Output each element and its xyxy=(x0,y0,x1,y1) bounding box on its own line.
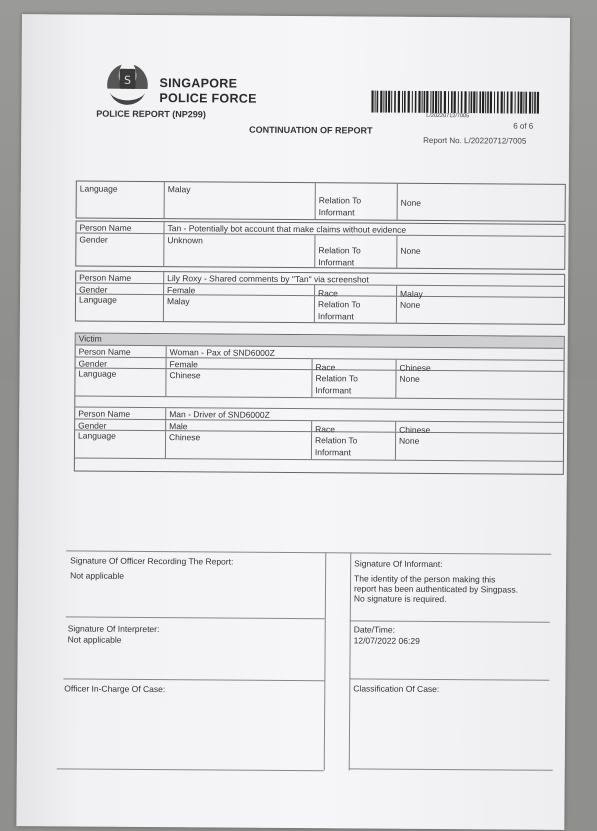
divider xyxy=(66,550,551,554)
person-name-value: Woman - Pax of SND6000Z xyxy=(169,347,275,358)
divider xyxy=(66,616,325,619)
language-label: Language xyxy=(78,430,116,441)
language-value: Chinese xyxy=(169,432,201,443)
victim-header: Victim xyxy=(76,333,564,348)
table-row xyxy=(76,233,564,268)
victim-table xyxy=(74,332,565,474)
gender-label: Gender xyxy=(78,358,107,369)
divider xyxy=(349,678,549,680)
language-label: Language xyxy=(78,294,117,305)
informant-note-line3: No signature is required. xyxy=(353,593,447,605)
person-name-value: Lily Roxy - Shared comments by "Tan" via screenshot xyxy=(167,273,369,285)
officer-in-charge-label: Officer In-Charge Of Case: xyxy=(64,683,166,695)
datetime-label: Date/Time: xyxy=(353,624,396,635)
informant-note-line2: report has been authenticated by Singpass. xyxy=(353,583,519,595)
person-name-label: Person Name xyxy=(79,222,132,233)
relation-label-l1: Relation To xyxy=(315,435,358,446)
language-value: Malay xyxy=(166,296,190,307)
relation-value: None xyxy=(400,197,422,208)
relation-value: None xyxy=(399,373,420,384)
race-value: Malay xyxy=(400,288,423,299)
person-name-value: Tan - Potentially bot account that make claims without evidence xyxy=(167,223,407,235)
divider xyxy=(349,552,352,770)
interpreter-signature-label: Signature Of Interpreter: xyxy=(67,623,160,635)
gender-label: Gender xyxy=(79,284,108,295)
officer-signature-value: Not applicable xyxy=(70,570,124,581)
report-barcode xyxy=(371,91,541,114)
report-number: Report No. L/20220712/7005 xyxy=(423,135,527,146)
police-crest-logo xyxy=(101,59,153,111)
race-label: Race xyxy=(318,288,338,299)
person-table-2 xyxy=(75,220,565,269)
table-row xyxy=(75,430,563,461)
gender-label: Gender xyxy=(79,234,108,245)
person-name-label: Person Name xyxy=(78,408,131,419)
divider xyxy=(350,620,550,622)
barcode-text: L/20220712/7005 xyxy=(426,112,470,120)
divider xyxy=(63,678,324,681)
relation-value: None xyxy=(399,299,421,310)
person-table-3 xyxy=(75,270,565,324)
gender-label: Gender xyxy=(78,420,107,431)
person-name-label: Person Name xyxy=(79,272,132,283)
table-row xyxy=(76,294,564,323)
page-number: 6 of 6 xyxy=(513,121,534,131)
report-type-title: POLICE REPORT (NP299) xyxy=(96,108,206,120)
person-name-label: Person Name xyxy=(78,346,131,357)
relation-label-l2: Informant xyxy=(317,311,354,322)
relation-label-l2: Informant xyxy=(318,257,355,268)
gender-value: Male xyxy=(169,421,188,432)
classification-label: Classification Of Case: xyxy=(353,683,440,695)
race-label: Race xyxy=(315,362,336,373)
table-row-spacer xyxy=(75,458,563,473)
race-value: Chinese xyxy=(399,362,431,373)
org-name-line2: POLICE FORCE xyxy=(159,91,257,106)
gender-value: Unknown xyxy=(167,235,203,246)
race-value: Chinese xyxy=(399,424,431,435)
svg-text:S: S xyxy=(124,73,132,87)
org-name-line1: SINGAPORE xyxy=(159,76,238,91)
gender-value: Female xyxy=(167,285,196,296)
officer-signature-label: Signature Of Officer Recording The Report: xyxy=(70,555,234,567)
continuation-title: CONTINUATION OF REPORT xyxy=(249,124,373,136)
informant-signature-label: Signature Of Informant: xyxy=(354,558,443,570)
relation-label-l2: Informant xyxy=(318,207,355,218)
relation-label-l2: Informant xyxy=(315,385,352,396)
divider xyxy=(324,552,327,770)
gender-value: Female xyxy=(169,359,198,370)
relation-label-l1: Relation To xyxy=(318,195,362,206)
language-value: Malay xyxy=(167,184,191,195)
relation-label-l1: Relation To xyxy=(317,299,361,310)
interpreter-signature-value: Not applicable xyxy=(67,634,122,645)
relation-value: None xyxy=(400,245,421,256)
divider xyxy=(57,768,324,771)
police-report-page xyxy=(16,14,570,830)
table-row xyxy=(77,181,565,220)
relation-value: None xyxy=(399,435,420,446)
race-label: Race xyxy=(315,424,335,435)
table-row xyxy=(75,368,563,399)
informant-note-line1: The identity of the person making this xyxy=(354,573,496,585)
language-label: Language xyxy=(79,183,118,194)
relation-label-l1: Relation To xyxy=(318,245,361,256)
person-table-1 xyxy=(76,180,566,221)
person-name-value: Man - Driver of SND6000Z xyxy=(169,409,270,420)
divider xyxy=(349,768,553,770)
relation-label-l2: Informant xyxy=(314,447,351,458)
relation-label-l1: Relation To xyxy=(315,373,358,384)
language-label: Language xyxy=(78,368,117,379)
datetime-value: 12/07/2022 06:29 xyxy=(353,635,420,646)
language-value: Chinese xyxy=(169,370,201,381)
